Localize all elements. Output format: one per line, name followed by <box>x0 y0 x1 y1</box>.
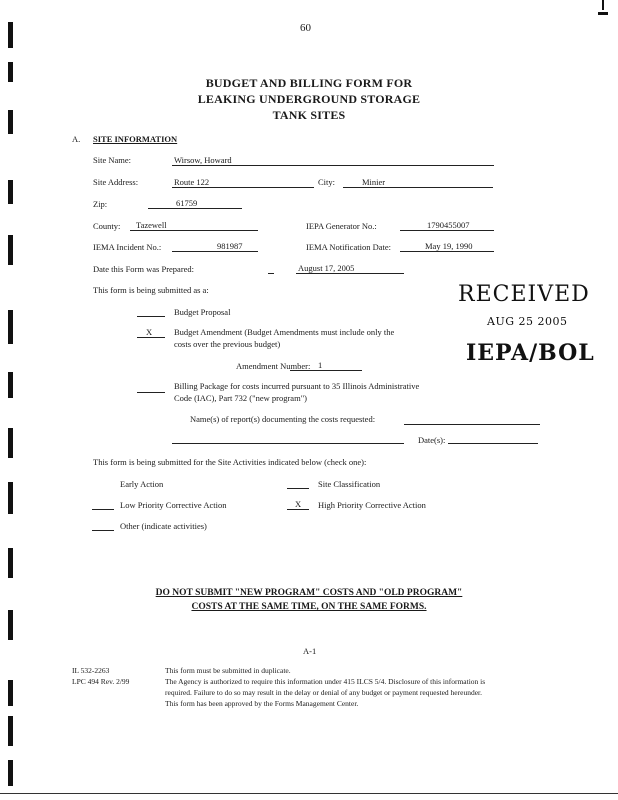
zip-value[interactable]: 61759 <box>176 198 198 208</box>
zip-label: Zip: <box>93 199 108 209</box>
site-name-line <box>172 165 494 166</box>
city-value[interactable]: Minier <box>362 177 386 187</box>
received-stamp-title: RECEIVED <box>458 282 590 307</box>
scan-mark <box>8 680 13 706</box>
form-title-line-3: TANK SITES <box>272 108 346 122</box>
page-label: A-1 <box>303 646 317 656</box>
budget-amendment-label-1: Budget Amendment (Budget Amendments must include only the <box>174 327 395 337</box>
budget-amendment-mark: X <box>146 327 153 337</box>
site-classification-checkbox[interactable] <box>287 488 309 489</box>
notice-line-2: COSTS AT THE SAME TIME, ON THE SAME FORMS. <box>191 602 427 612</box>
dates-label: Date(s): <box>418 435 446 445</box>
form-title-line-2: LEAKING UNDERGROUND STORAGE <box>197 92 421 106</box>
footer-line-2: The Agency is authorized to require this information under 415 ILCS 5/4. Disclosure of this information is <box>165 677 486 686</box>
scan-mark <box>8 610 13 640</box>
low-priority-checkbox[interactable] <box>92 509 114 510</box>
page-number: 60 <box>300 22 311 34</box>
scan-mark <box>8 548 13 578</box>
budget-proposal-checkbox[interactable] <box>137 316 165 317</box>
early-action-label: Early Action <box>120 479 164 489</box>
iepa-generator-label: IEPA Generator No.: <box>306 221 377 231</box>
reports-label: Name(s) of report(s) documenting the costs requested: <box>190 414 376 424</box>
budget-amendment-checkbox[interactable] <box>137 337 165 338</box>
section-heading: SITE INFORMATION <box>93 134 178 144</box>
amendment-number-label: Amendment Number: <box>236 361 311 371</box>
high-priority-label: High Priority Corrective Action <box>318 500 426 510</box>
site-address-label: Site Address: <box>93 177 139 187</box>
site-address-value[interactable]: Route 122 <box>174 177 210 187</box>
county-value[interactable]: Tazewell <box>136 220 167 230</box>
zip-line <box>148 208 242 209</box>
billing-package-label-1: Billing Package for costs incurred pursuant to 35 Illinois Administrative <box>174 381 420 391</box>
iepa-generator-value[interactable]: 1790455007 <box>427 220 470 230</box>
scan-mark <box>8 760 13 786</box>
scan-mark <box>8 428 13 458</box>
scan-mark <box>8 180 13 204</box>
received-stamp-office: IEPA/BOL <box>466 340 595 366</box>
notice-line-1: DO NOT SUBMIT "NEW PROGRAM" COSTS AND "OLD PROGRAM" <box>155 588 463 598</box>
date-prepared-value[interactable]: August 17, 2005 <box>298 263 355 273</box>
low-priority-label: Low Priority Corrective Action <box>120 500 227 510</box>
scan-mark <box>598 12 608 15</box>
other-checkbox[interactable] <box>92 530 114 531</box>
scan-mark <box>8 22 13 48</box>
activities-intro: This form is being submitted for the Site Activities indicated below (check one): <box>93 457 367 467</box>
county-label: County: <box>93 221 121 231</box>
scan-mark <box>8 716 13 746</box>
county-line <box>130 230 258 231</box>
form-id-1: IL 532-2263 <box>72 666 110 675</box>
received-stamp-date: AUG 25 2005 <box>487 315 568 328</box>
scan-mark <box>8 235 13 265</box>
high-priority-checkbox[interactable] <box>287 509 309 510</box>
date-prepared-label: Date this Form was Prepared: <box>93 264 195 274</box>
scan-mark <box>602 0 604 10</box>
footer-line-1: This form must be submitted in duplicate. <box>165 666 291 675</box>
scan-mark <box>8 372 13 398</box>
dates-line[interactable] <box>448 443 538 444</box>
city-line <box>343 187 493 188</box>
iema-incident-label: IEMA Incident No.: <box>93 242 162 252</box>
form-id-2: LPC 494 Rev. 2/99 <box>72 677 130 686</box>
site-name-label: Site Name: <box>93 155 132 165</box>
billing-package-checkbox[interactable] <box>137 392 165 393</box>
amendment-number-value[interactable]: 1 <box>318 360 323 370</box>
date-prepared-line-left <box>268 273 274 274</box>
other-label: Other (indicate activities) <box>120 521 207 531</box>
reports-line-2[interactable] <box>172 443 404 444</box>
footer-line-4: This form has been approved by the Forms Management Center. <box>165 699 359 708</box>
site-name-value[interactable]: Wirsow, Howard <box>174 155 232 165</box>
city-label: City: <box>318 177 336 187</box>
site-classification-label: Site Classification <box>318 479 381 489</box>
high-priority-mark: X <box>295 499 302 509</box>
section-letter: A. <box>72 134 81 144</box>
page-edge <box>0 793 618 794</box>
footer-line-3: required. Failure to do so may result in the delay or denial of any budget or payment requested hereunder. <box>165 688 482 697</box>
budget-amendment-label-2: costs over the previous budget) <box>174 339 281 349</box>
form-title-line-1: BUDGET AND BILLING FORM FOR <box>205 76 413 90</box>
submitted-as-intro: This form is being submitted as a: <box>93 285 209 295</box>
iepa-generator-line <box>400 230 494 231</box>
site-address-line <box>172 187 314 188</box>
scan-mark <box>8 482 13 514</box>
iema-notification-value[interactable]: May 19, 1990 <box>425 241 473 251</box>
date-prepared-line <box>296 273 404 274</box>
iema-incident-value[interactable]: 981987 <box>217 241 243 251</box>
billing-package-label-2: Code (IAC), Part 732 ("new program") <box>174 393 307 403</box>
iema-notification-line <box>400 251 494 252</box>
reports-line[interactable] <box>404 424 540 425</box>
iema-incident-line <box>172 251 258 252</box>
amendment-number-line <box>290 370 362 371</box>
budget-proposal-label: Budget Proposal <box>174 307 231 317</box>
scan-mark <box>8 310 13 344</box>
iema-notification-label: IEMA Notification Date: <box>306 242 391 252</box>
